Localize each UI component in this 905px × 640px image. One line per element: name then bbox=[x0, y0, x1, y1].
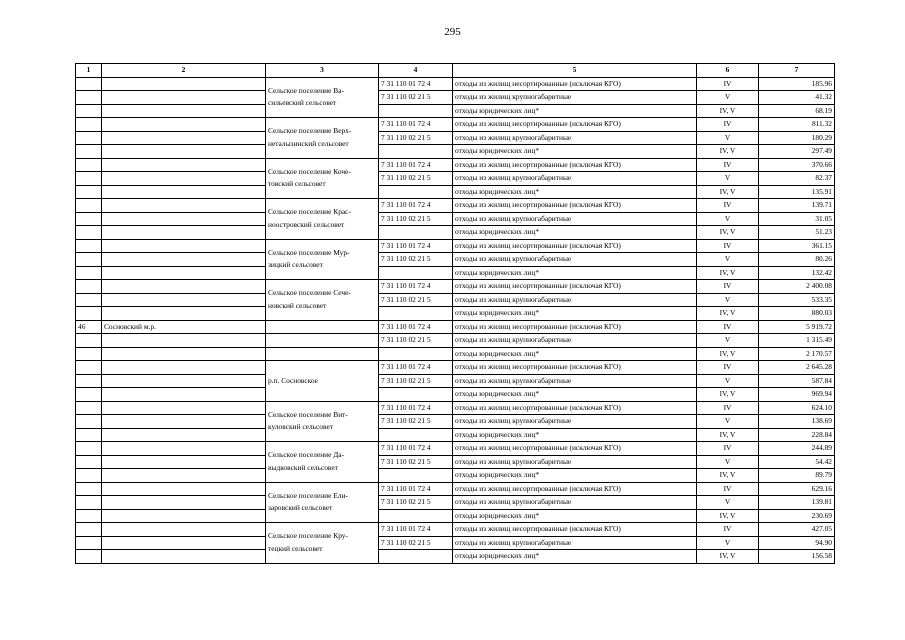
table-row bbox=[76, 145, 835, 159]
cell-district bbox=[102, 536, 266, 550]
cell-district bbox=[102, 104, 266, 118]
settlement-line: сильевский сельсовет bbox=[268, 98, 337, 108]
header-col-5: 5 bbox=[453, 64, 697, 78]
cell-district bbox=[102, 253, 266, 267]
cell-hazard-class: IV, V bbox=[697, 145, 759, 159]
table-header-row bbox=[76, 64, 835, 78]
cell-waste-type: отходы из жилищ крупногабаритные bbox=[453, 455, 697, 469]
cell-number: 46 bbox=[76, 320, 102, 334]
settlement-line: куловский сельсовет bbox=[268, 422, 333, 432]
cell-amount: 2 400.08 bbox=[759, 280, 835, 294]
cell-fkko-code: 7 31 110 01 72 4 bbox=[379, 239, 453, 253]
table-row bbox=[76, 226, 835, 240]
cell-fkko-code: 7 31 110 02 21 5 bbox=[379, 455, 453, 469]
table-row bbox=[76, 320, 835, 334]
cell-hazard-class: V bbox=[697, 253, 759, 267]
cell-fkko-code: 7 31 110 01 72 4 bbox=[379, 523, 453, 537]
settlement-line: заровский сельсовет bbox=[268, 503, 333, 513]
table-row bbox=[76, 104, 835, 118]
cell-amount: 135.91 bbox=[759, 185, 835, 199]
cell-district bbox=[102, 550, 266, 564]
cell-hazard-class: IV, V bbox=[697, 509, 759, 523]
cell-district bbox=[102, 415, 266, 429]
cell-district bbox=[102, 469, 266, 483]
cell-district bbox=[102, 455, 266, 469]
cell-amount: 180.29 bbox=[759, 131, 835, 145]
cell-number bbox=[76, 388, 102, 402]
settlement-line: р.п. Сосновское bbox=[268, 375, 318, 385]
cell-hazard-class: IV, V bbox=[697, 347, 759, 361]
cell-hazard-class: IV bbox=[697, 77, 759, 91]
table-row bbox=[76, 158, 835, 172]
cell-number bbox=[76, 550, 102, 564]
cell-waste-type: отходы из жилищ крупногабаритные bbox=[453, 496, 697, 510]
cell-settlement bbox=[266, 280, 379, 321]
cell-waste-type: отходы юридических лиц* bbox=[453, 550, 697, 564]
cell-waste-type: отходы из жилищ крупногабаритные bbox=[453, 293, 697, 307]
cell-amount: 54.42 bbox=[759, 455, 835, 469]
settlement-line: Сельское поселение Да- bbox=[268, 450, 345, 460]
cell-fkko-code: 7 31 110 01 72 4 bbox=[379, 158, 453, 172]
cell-hazard-class: IV bbox=[697, 320, 759, 334]
table-row bbox=[76, 415, 835, 429]
table-row bbox=[76, 91, 835, 105]
cell-hazard-class: V bbox=[697, 172, 759, 186]
page-number: 295 bbox=[444, 26, 461, 38]
cell-waste-type: отходы юридических лиц* bbox=[453, 307, 697, 321]
cell-district bbox=[102, 496, 266, 510]
table-row bbox=[76, 212, 835, 226]
cell-fkko-code bbox=[379, 266, 453, 280]
settlement-line: Сельское поселение Кру- bbox=[268, 531, 348, 541]
cell-number bbox=[76, 334, 102, 348]
cell-waste-type: отходы из жилищ несортированные (исключая КГО) bbox=[453, 482, 697, 496]
cell-fkko-code bbox=[379, 550, 453, 564]
cell-hazard-class: IV bbox=[697, 280, 759, 294]
cell-amount: 2 170.57 bbox=[759, 347, 835, 361]
cell-number bbox=[76, 442, 102, 456]
table-row bbox=[76, 523, 835, 537]
cell-amount: 94.90 bbox=[759, 536, 835, 550]
cell-hazard-class: IV, V bbox=[697, 185, 759, 199]
cell-fkko-code bbox=[379, 226, 453, 240]
settlement-line: Сельское поселение Вит- bbox=[268, 409, 348, 419]
cell-district bbox=[102, 266, 266, 280]
cell-hazard-class: IV, V bbox=[697, 388, 759, 402]
cell-waste-type: отходы юридических лиц* bbox=[453, 428, 697, 442]
cell-waste-type: отходы юридических лиц* bbox=[453, 185, 697, 199]
cell-waste-type: отходы из жилищ несортированные (исключая КГО) bbox=[453, 239, 697, 253]
cell-waste-type: отходы из жилищ крупногабаритные bbox=[453, 212, 697, 226]
cell-settlement bbox=[266, 401, 379, 442]
cell-district bbox=[102, 118, 266, 132]
settlement-line: тецкий сельсовет bbox=[268, 543, 323, 553]
table-row bbox=[76, 307, 835, 321]
cell-fkko-code: 7 31 110 02 21 5 bbox=[379, 374, 453, 388]
cell-amount: 68.19 bbox=[759, 104, 835, 118]
cell-waste-type: отходы юридических лиц* bbox=[453, 226, 697, 240]
cell-number bbox=[76, 469, 102, 483]
cell-number bbox=[76, 158, 102, 172]
cell-waste-type: отходы юридических лиц* bbox=[453, 388, 697, 402]
cell-hazard-class: IV bbox=[697, 523, 759, 537]
cell-fkko-code: 7 31 110 02 21 5 bbox=[379, 293, 453, 307]
cell-amount: 228.84 bbox=[759, 428, 835, 442]
cell-amount: 139.71 bbox=[759, 199, 835, 213]
cell-amount: 89.79 bbox=[759, 469, 835, 483]
cell-district bbox=[102, 307, 266, 321]
cell-amount: 1 315.49 bbox=[759, 334, 835, 348]
table-row bbox=[76, 199, 835, 213]
cell-number bbox=[76, 307, 102, 321]
cell-waste-type: отходы юридических лиц* bbox=[453, 347, 697, 361]
cell-district bbox=[102, 482, 266, 496]
cell-amount: 361.15 bbox=[759, 239, 835, 253]
cell-hazard-class: IV, V bbox=[697, 226, 759, 240]
cell-fkko-code bbox=[379, 388, 453, 402]
cell-fkko-code bbox=[379, 469, 453, 483]
table-row bbox=[76, 388, 835, 402]
table-row bbox=[76, 428, 835, 442]
cell-amount: 624.10 bbox=[759, 401, 835, 415]
settlement-line: товский сельсовет bbox=[268, 179, 326, 189]
cell-amount: 132.42 bbox=[759, 266, 835, 280]
cell-waste-type: отходы из жилищ крупногабаритные bbox=[453, 334, 697, 348]
cell-waste-type: отходы из жилищ несортированные (исключая КГО) bbox=[453, 523, 697, 537]
cell-hazard-class: V bbox=[697, 334, 759, 348]
cell-hazard-class: V bbox=[697, 536, 759, 550]
cell-fkko-code bbox=[379, 104, 453, 118]
cell-hazard-class: V bbox=[697, 455, 759, 469]
cell-amount: 427.05 bbox=[759, 523, 835, 537]
cell-district bbox=[102, 172, 266, 186]
cell-hazard-class: IV, V bbox=[697, 550, 759, 564]
cell-fkko-code: 7 31 110 01 72 4 bbox=[379, 118, 453, 132]
header-col-4: 4 bbox=[379, 64, 453, 78]
cell-district: Сосновский м.р. bbox=[102, 320, 266, 334]
cell-amount: 139.81 bbox=[759, 496, 835, 510]
cell-fkko-code: 7 31 110 02 21 5 bbox=[379, 131, 453, 145]
cell-waste-type: отходы из жилищ несортированные (исключая КГО) bbox=[453, 77, 697, 91]
cell-hazard-class: IV, V bbox=[697, 266, 759, 280]
cell-fkko-code bbox=[379, 307, 453, 321]
cell-fkko-code bbox=[379, 509, 453, 523]
table-row bbox=[76, 496, 835, 510]
cell-fkko-code: 7 31 110 01 72 4 bbox=[379, 401, 453, 415]
cell-number bbox=[76, 253, 102, 267]
table-row bbox=[76, 536, 835, 550]
cell-district bbox=[102, 280, 266, 294]
cell-hazard-class: V bbox=[697, 131, 759, 145]
cell-hazard-class: V bbox=[697, 374, 759, 388]
cell-hazard-class: V bbox=[697, 293, 759, 307]
table-row bbox=[76, 185, 835, 199]
cell-waste-type: отходы из жилищ крупногабаритные bbox=[453, 415, 697, 429]
cell-amount: 2 645.28 bbox=[759, 361, 835, 375]
cell-number bbox=[76, 91, 102, 105]
cell-fkko-code: 7 31 110 02 21 5 bbox=[379, 253, 453, 267]
table-row bbox=[76, 118, 835, 132]
settlement-line: Сельское поселение Ели- bbox=[268, 490, 348, 500]
cell-number bbox=[76, 239, 102, 253]
cell-fkko-code: 7 31 110 02 21 5 bbox=[379, 334, 453, 348]
cell-fkko-code: 7 31 110 01 72 4 bbox=[379, 482, 453, 496]
cell-hazard-class: IV, V bbox=[697, 428, 759, 442]
table-row bbox=[76, 131, 835, 145]
cell-amount: 230.69 bbox=[759, 509, 835, 523]
cell-amount: 31.05 bbox=[759, 212, 835, 226]
cell-waste-type: отходы из жилищ несортированные (исключая КГО) bbox=[453, 199, 697, 213]
cell-hazard-class: IV, V bbox=[697, 469, 759, 483]
settlement-line: выдковский сельсовет bbox=[268, 462, 338, 472]
cell-district bbox=[102, 361, 266, 375]
cell-waste-type: отходы из жилищ крупногабаритные bbox=[453, 172, 697, 186]
cell-settlement bbox=[266, 199, 379, 240]
cell-number bbox=[76, 145, 102, 159]
settlement-line: зицкий сельсовет bbox=[268, 260, 323, 270]
cell-number bbox=[76, 523, 102, 537]
settlement-line: новский сельсовет bbox=[268, 300, 327, 310]
table-row bbox=[76, 455, 835, 469]
cell-district bbox=[102, 509, 266, 523]
cell-hazard-class: IV bbox=[697, 482, 759, 496]
cell-amount: 370.66 bbox=[759, 158, 835, 172]
table-row bbox=[76, 334, 835, 348]
cell-district bbox=[102, 239, 266, 253]
cell-waste-type: отходы юридических лиц* bbox=[453, 509, 697, 523]
cell-fkko-code: 7 31 110 02 21 5 bbox=[379, 536, 453, 550]
settlement-line: Сельское поселение Мур- bbox=[268, 247, 350, 257]
cell-hazard-class: IV, V bbox=[697, 104, 759, 118]
table-row bbox=[76, 172, 835, 186]
cell-district bbox=[102, 523, 266, 537]
cell-amount: 533.35 bbox=[759, 293, 835, 307]
cell-district bbox=[102, 212, 266, 226]
cell-fkko-code bbox=[379, 185, 453, 199]
cell-district bbox=[102, 131, 266, 145]
cell-number bbox=[76, 293, 102, 307]
cell-hazard-class: IV bbox=[697, 239, 759, 253]
cell-settlement bbox=[266, 523, 379, 564]
cell-number bbox=[76, 266, 102, 280]
table-row bbox=[76, 550, 835, 564]
cell-waste-type: отходы из жилищ крупногабаритные bbox=[453, 91, 697, 105]
settlement-line: Сельское поселение Крас- bbox=[268, 207, 351, 217]
cell-fkko-code bbox=[379, 347, 453, 361]
cell-hazard-class: IV bbox=[697, 199, 759, 213]
cell-settlement bbox=[266, 442, 379, 483]
cell-district bbox=[102, 185, 266, 199]
cell-district bbox=[102, 374, 266, 388]
cell-number bbox=[76, 185, 102, 199]
cell-amount: 297.49 bbox=[759, 145, 835, 159]
cell-settlement bbox=[266, 320, 379, 334]
cell-fkko-code: 7 31 110 02 21 5 bbox=[379, 496, 453, 510]
table-row bbox=[76, 293, 835, 307]
cell-fkko-code: 7 31 110 01 72 4 bbox=[379, 280, 453, 294]
cell-district bbox=[102, 388, 266, 402]
cell-waste-type: отходы из жилищ несортированные (исключая КГО) bbox=[453, 158, 697, 172]
table-row bbox=[76, 253, 835, 267]
header-col-2: 2 bbox=[102, 64, 266, 78]
cell-fkko-code: 7 31 110 02 21 5 bbox=[379, 212, 453, 226]
table-row bbox=[76, 509, 835, 523]
cell-district bbox=[102, 334, 266, 348]
cell-amount: 51.23 bbox=[759, 226, 835, 240]
cell-number bbox=[76, 199, 102, 213]
cell-amount: 5 919.72 bbox=[759, 320, 835, 334]
header-col-7: 7 bbox=[759, 64, 835, 78]
header-col-6: 6 bbox=[697, 64, 759, 78]
cell-fkko-code: 7 31 110 01 72 4 bbox=[379, 77, 453, 91]
cell-number bbox=[76, 374, 102, 388]
table-body bbox=[76, 77, 835, 563]
cell-waste-type: отходы из жилищ несортированные (исключая КГО) bbox=[453, 320, 697, 334]
cell-district bbox=[102, 145, 266, 159]
table-row bbox=[76, 401, 835, 415]
table-row bbox=[76, 347, 835, 361]
cell-hazard-class: V bbox=[697, 496, 759, 510]
cell-amount: 880.03 bbox=[759, 307, 835, 321]
cell-number bbox=[76, 536, 102, 550]
cell-waste-type: отходы из жилищ несортированные (исключая КГО) bbox=[453, 118, 697, 132]
cell-hazard-class: IV bbox=[697, 158, 759, 172]
cell-number bbox=[76, 131, 102, 145]
cell-fkko-code bbox=[379, 145, 453, 159]
cell-fkko-code: 7 31 110 02 21 5 bbox=[379, 415, 453, 429]
cell-district bbox=[102, 293, 266, 307]
cell-fkko-code: 7 31 110 01 72 4 bbox=[379, 442, 453, 456]
cell-fkko-code: 7 31 110 02 21 5 bbox=[379, 91, 453, 105]
cell-amount: 41.32 bbox=[759, 91, 835, 105]
cell-number bbox=[76, 212, 102, 226]
settlement-line: Сельское поселение Коче- bbox=[268, 166, 351, 176]
cell-waste-type: отходы из жилищ несортированные (исключая КГО) bbox=[453, 401, 697, 415]
cell-number bbox=[76, 415, 102, 429]
cell-number bbox=[76, 455, 102, 469]
cell-hazard-class: IV, V bbox=[697, 307, 759, 321]
cell-number bbox=[76, 172, 102, 186]
cell-district bbox=[102, 199, 266, 213]
cell-fkko-code: 7 31 110 01 72 4 bbox=[379, 320, 453, 334]
cell-number bbox=[76, 401, 102, 415]
cell-amount: 156.58 bbox=[759, 550, 835, 564]
table-row bbox=[76, 482, 835, 496]
cell-settlement bbox=[266, 347, 379, 361]
cell-waste-type: отходы юридических лиц* bbox=[453, 104, 697, 118]
cell-settlement bbox=[266, 158, 379, 199]
cell-settlement bbox=[266, 239, 379, 280]
settlement-line: Сельское поселение Верх- bbox=[268, 126, 352, 136]
cell-amount: 138.69 bbox=[759, 415, 835, 429]
cell-district bbox=[102, 401, 266, 415]
cell-waste-type: отходы из жилищ несортированные (исключая КГО) bbox=[453, 442, 697, 456]
waste-table bbox=[75, 63, 835, 564]
cell-waste-type: отходы из жилищ несортированные (исключая КГО) bbox=[453, 361, 697, 375]
table-row bbox=[76, 469, 835, 483]
header-col-3: 3 bbox=[266, 64, 379, 78]
table-row bbox=[76, 239, 835, 253]
cell-amount: 587.84 bbox=[759, 374, 835, 388]
table-row bbox=[76, 266, 835, 280]
cell-amount: 185.96 bbox=[759, 77, 835, 91]
table-row bbox=[76, 361, 835, 375]
settlement-line: ноостровский сельсовет bbox=[268, 219, 345, 229]
cell-amount: 244.89 bbox=[759, 442, 835, 456]
cell-number bbox=[76, 226, 102, 240]
settlement-line: Сельское поселение Сече- bbox=[268, 288, 351, 298]
settlement-line: неталызинский сельсовет bbox=[268, 138, 349, 148]
cell-amount: 969.94 bbox=[759, 388, 835, 402]
cell-number bbox=[76, 428, 102, 442]
cell-waste-type: отходы из жилищ несортированные (исключая КГО) bbox=[453, 280, 697, 294]
table-row bbox=[76, 442, 835, 456]
table-row bbox=[76, 77, 835, 91]
cell-settlement bbox=[266, 118, 379, 159]
cell-number bbox=[76, 104, 102, 118]
cell-hazard-class: IV bbox=[697, 118, 759, 132]
cell-waste-type: отходы из жилищ крупногабаритные bbox=[453, 131, 697, 145]
cell-district bbox=[102, 347, 266, 361]
cell-fkko-code bbox=[379, 428, 453, 442]
cell-waste-type: отходы из жилищ крупногабаритные bbox=[453, 536, 697, 550]
table-row bbox=[76, 280, 835, 294]
cell-settlement bbox=[266, 77, 379, 118]
cell-hazard-class: V bbox=[697, 212, 759, 226]
cell-waste-type: отходы из жилищ крупногабаритные bbox=[453, 374, 697, 388]
header-col-1: 1 bbox=[76, 64, 102, 78]
cell-number bbox=[76, 118, 102, 132]
cell-district bbox=[102, 77, 266, 91]
cell-amount: 811.32 bbox=[759, 118, 835, 132]
cell-settlement bbox=[266, 482, 379, 523]
cell-district bbox=[102, 91, 266, 105]
cell-number bbox=[76, 77, 102, 91]
cell-waste-type: отходы юридических лиц* bbox=[453, 145, 697, 159]
cell-hazard-class: V bbox=[697, 91, 759, 105]
cell-settlement bbox=[266, 361, 379, 402]
cell-settlement bbox=[266, 334, 379, 348]
cell-number bbox=[76, 347, 102, 361]
cell-hazard-class: IV bbox=[697, 361, 759, 375]
cell-fkko-code: 7 31 110 01 72 4 bbox=[379, 361, 453, 375]
cell-waste-type: отходы юридических лиц* bbox=[453, 266, 697, 280]
cell-hazard-class: IV bbox=[697, 442, 759, 456]
cell-district bbox=[102, 428, 266, 442]
cell-district bbox=[102, 226, 266, 240]
cell-fkko-code: 7 31 110 01 72 4 bbox=[379, 199, 453, 213]
cell-waste-type: отходы из жилищ крупногабаритные bbox=[453, 253, 697, 267]
cell-number bbox=[76, 496, 102, 510]
table-row bbox=[76, 374, 835, 388]
cell-fkko-code: 7 31 110 02 21 5 bbox=[379, 172, 453, 186]
cell-number bbox=[76, 482, 102, 496]
cell-amount: 80.26 bbox=[759, 253, 835, 267]
settlement-line: Сельское поселение Ва- bbox=[268, 85, 344, 95]
cell-number bbox=[76, 509, 102, 523]
cell-waste-type: отходы юридических лиц* bbox=[453, 469, 697, 483]
cell-amount: 629.16 bbox=[759, 482, 835, 496]
cell-number bbox=[76, 361, 102, 375]
cell-hazard-class: IV bbox=[697, 401, 759, 415]
cell-number bbox=[76, 280, 102, 294]
cell-hazard-class: V bbox=[697, 415, 759, 429]
cell-amount: 82.37 bbox=[759, 172, 835, 186]
cell-district bbox=[102, 442, 266, 456]
cell-district bbox=[102, 158, 266, 172]
